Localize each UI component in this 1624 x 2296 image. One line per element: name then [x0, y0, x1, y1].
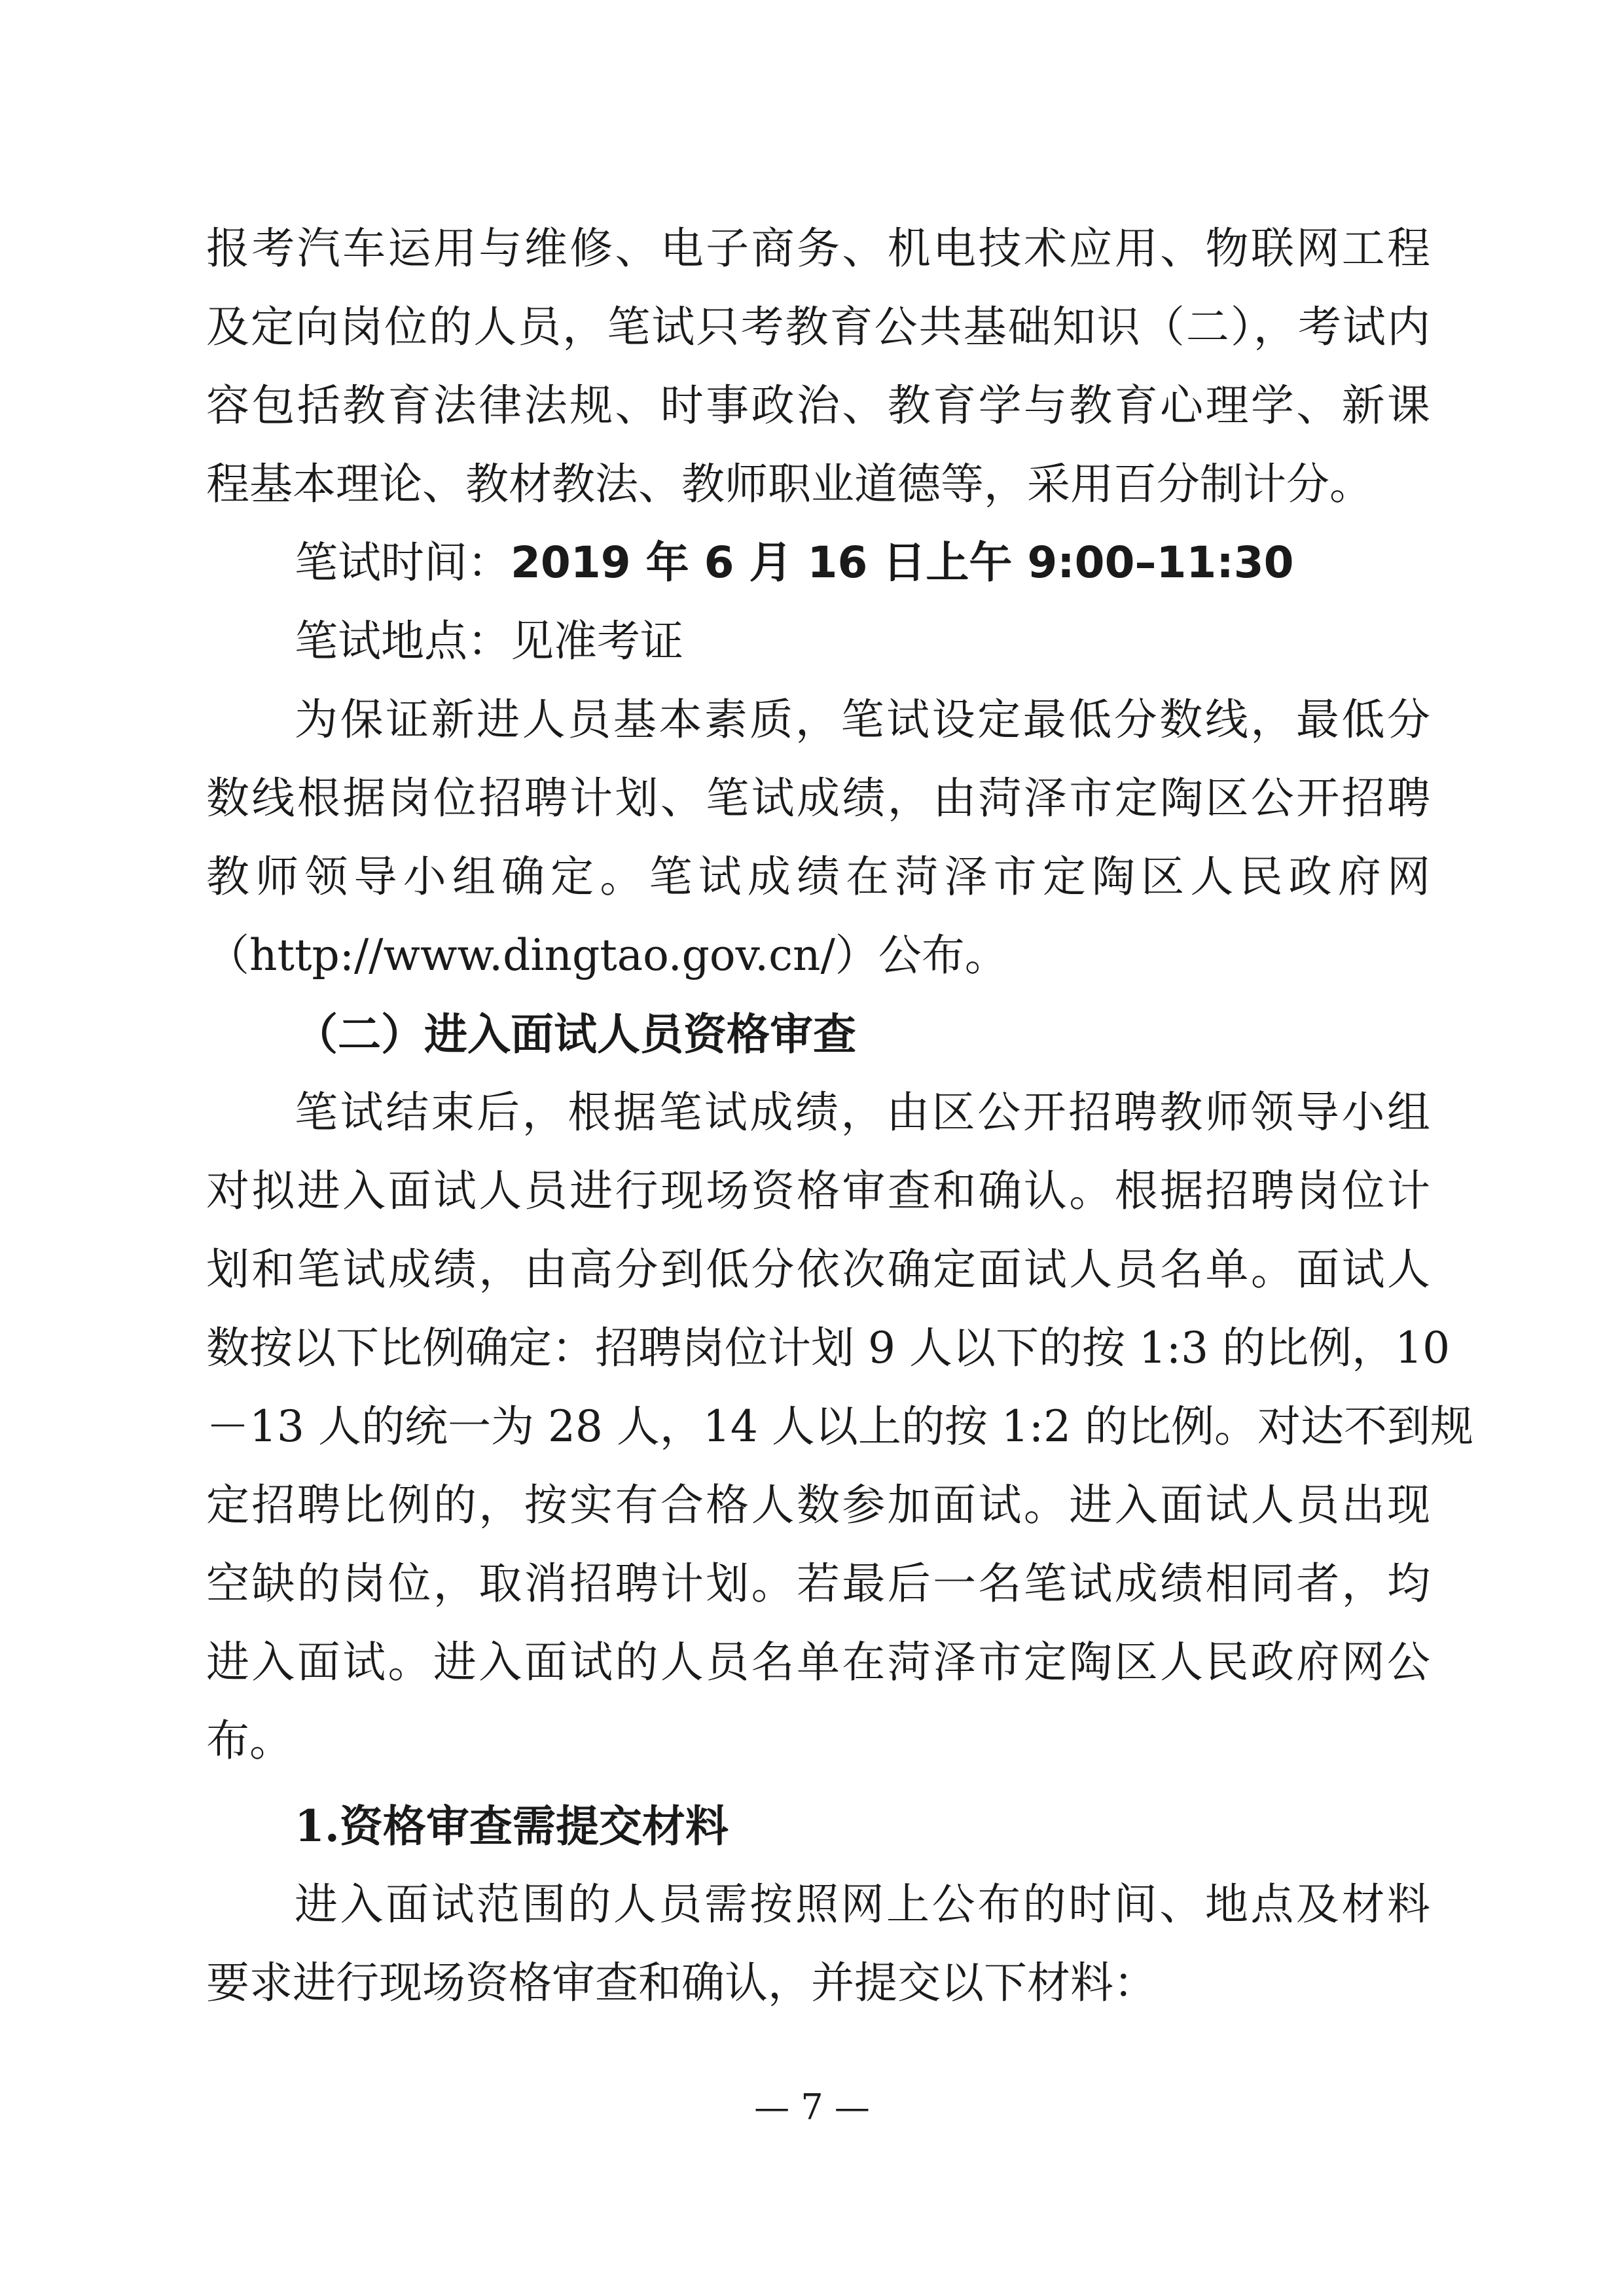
paragraph-line: 报考汽车运用与维修、电子商务、机电技术应用、物联网工程: [206, 223, 1430, 274]
paragraph-line: 程基本理论、教材教法、教师职业道德等，采用百分制计分。: [206, 459, 1373, 509]
section-heading: （二）进入面试人员资格审查: [295, 1009, 856, 1060]
paragraph-line: －13 人的统一为 28 人，14 人以上的按 1:2 的比例。对达不到规: [206, 1401, 1474, 1452]
paragraph-line: 为保证新进人员基本素质，笔试设定最低分数线，最低分: [295, 694, 1430, 745]
paragraph-line: 划和笔试成绩，由高分到低分依次确定面试人员名单。面试人: [206, 1244, 1430, 1295]
paragraph-line: 对拟进入面试人员进行现场资格审查和确认。根据招聘岗位计: [206, 1166, 1430, 1216]
exam-time-label: 笔试时间：: [295, 537, 511, 588]
page-number: — 7 —: [754, 2087, 870, 2128]
paragraph-line: 定招聘比例的，按实有合格人数参加面试。进入面试人员出现: [206, 1480, 1430, 1530]
paragraph-line: 进入面试范围的人员需按照网上公布的时间、地点及材料: [295, 1879, 1430, 1929]
exam-place-value: 见准考证: [511, 616, 683, 666]
paragraph-line: 及定向岗位的人员，笔试只考教育公共基础知识（二），考试内: [206, 302, 1430, 352]
paragraph-line: 进入面试。进入面试的人员名单在菏泽市定陶区人民政府网公: [206, 1637, 1430, 1687]
exam-place-label: 笔试地点：: [295, 616, 511, 666]
exam-time-value: 2019 年 6 月 16 日上午 9:00–11:30: [511, 537, 1294, 588]
paragraph-line: 空缺的岗位，取消招聘计划。若最后一名笔试成绩相同者，均: [206, 1558, 1430, 1609]
paragraph-line: 布。: [206, 1715, 293, 1766]
exam-time-line: [206, 524, 1430, 602]
exam-place-line: [206, 602, 1430, 681]
paragraph-line: 容包括教育法律法规、时事政治、教育学与教育心理学、新课: [206, 380, 1430, 431]
paragraph-line: （http://www.dingtao.gov.cn/）公布。: [206, 930, 1008, 980]
paragraph-line: 笔试结束后，根据笔试成绩，由区公开招聘教师领导小组: [295, 1087, 1430, 1138]
subheading: 1.资格审查需提交材料: [295, 1801, 729, 1852]
paragraph-line: 数线根据岗位招聘计划、笔试成绩，由菏泽市定陶区公开招聘: [206, 773, 1430, 823]
paragraph-line: 要求进行现场资格审查和确认，并提交以下材料：: [206, 1958, 1157, 2008]
paragraph-line: 教师领导小组确定。笔试成绩在菏泽市定陶区人民政府网: [206, 852, 1430, 902]
paragraph-line: 数按以下比例确定：招聘岗位计划 9 人以下的按 1:3 的比例，10: [206, 1323, 1451, 1373]
